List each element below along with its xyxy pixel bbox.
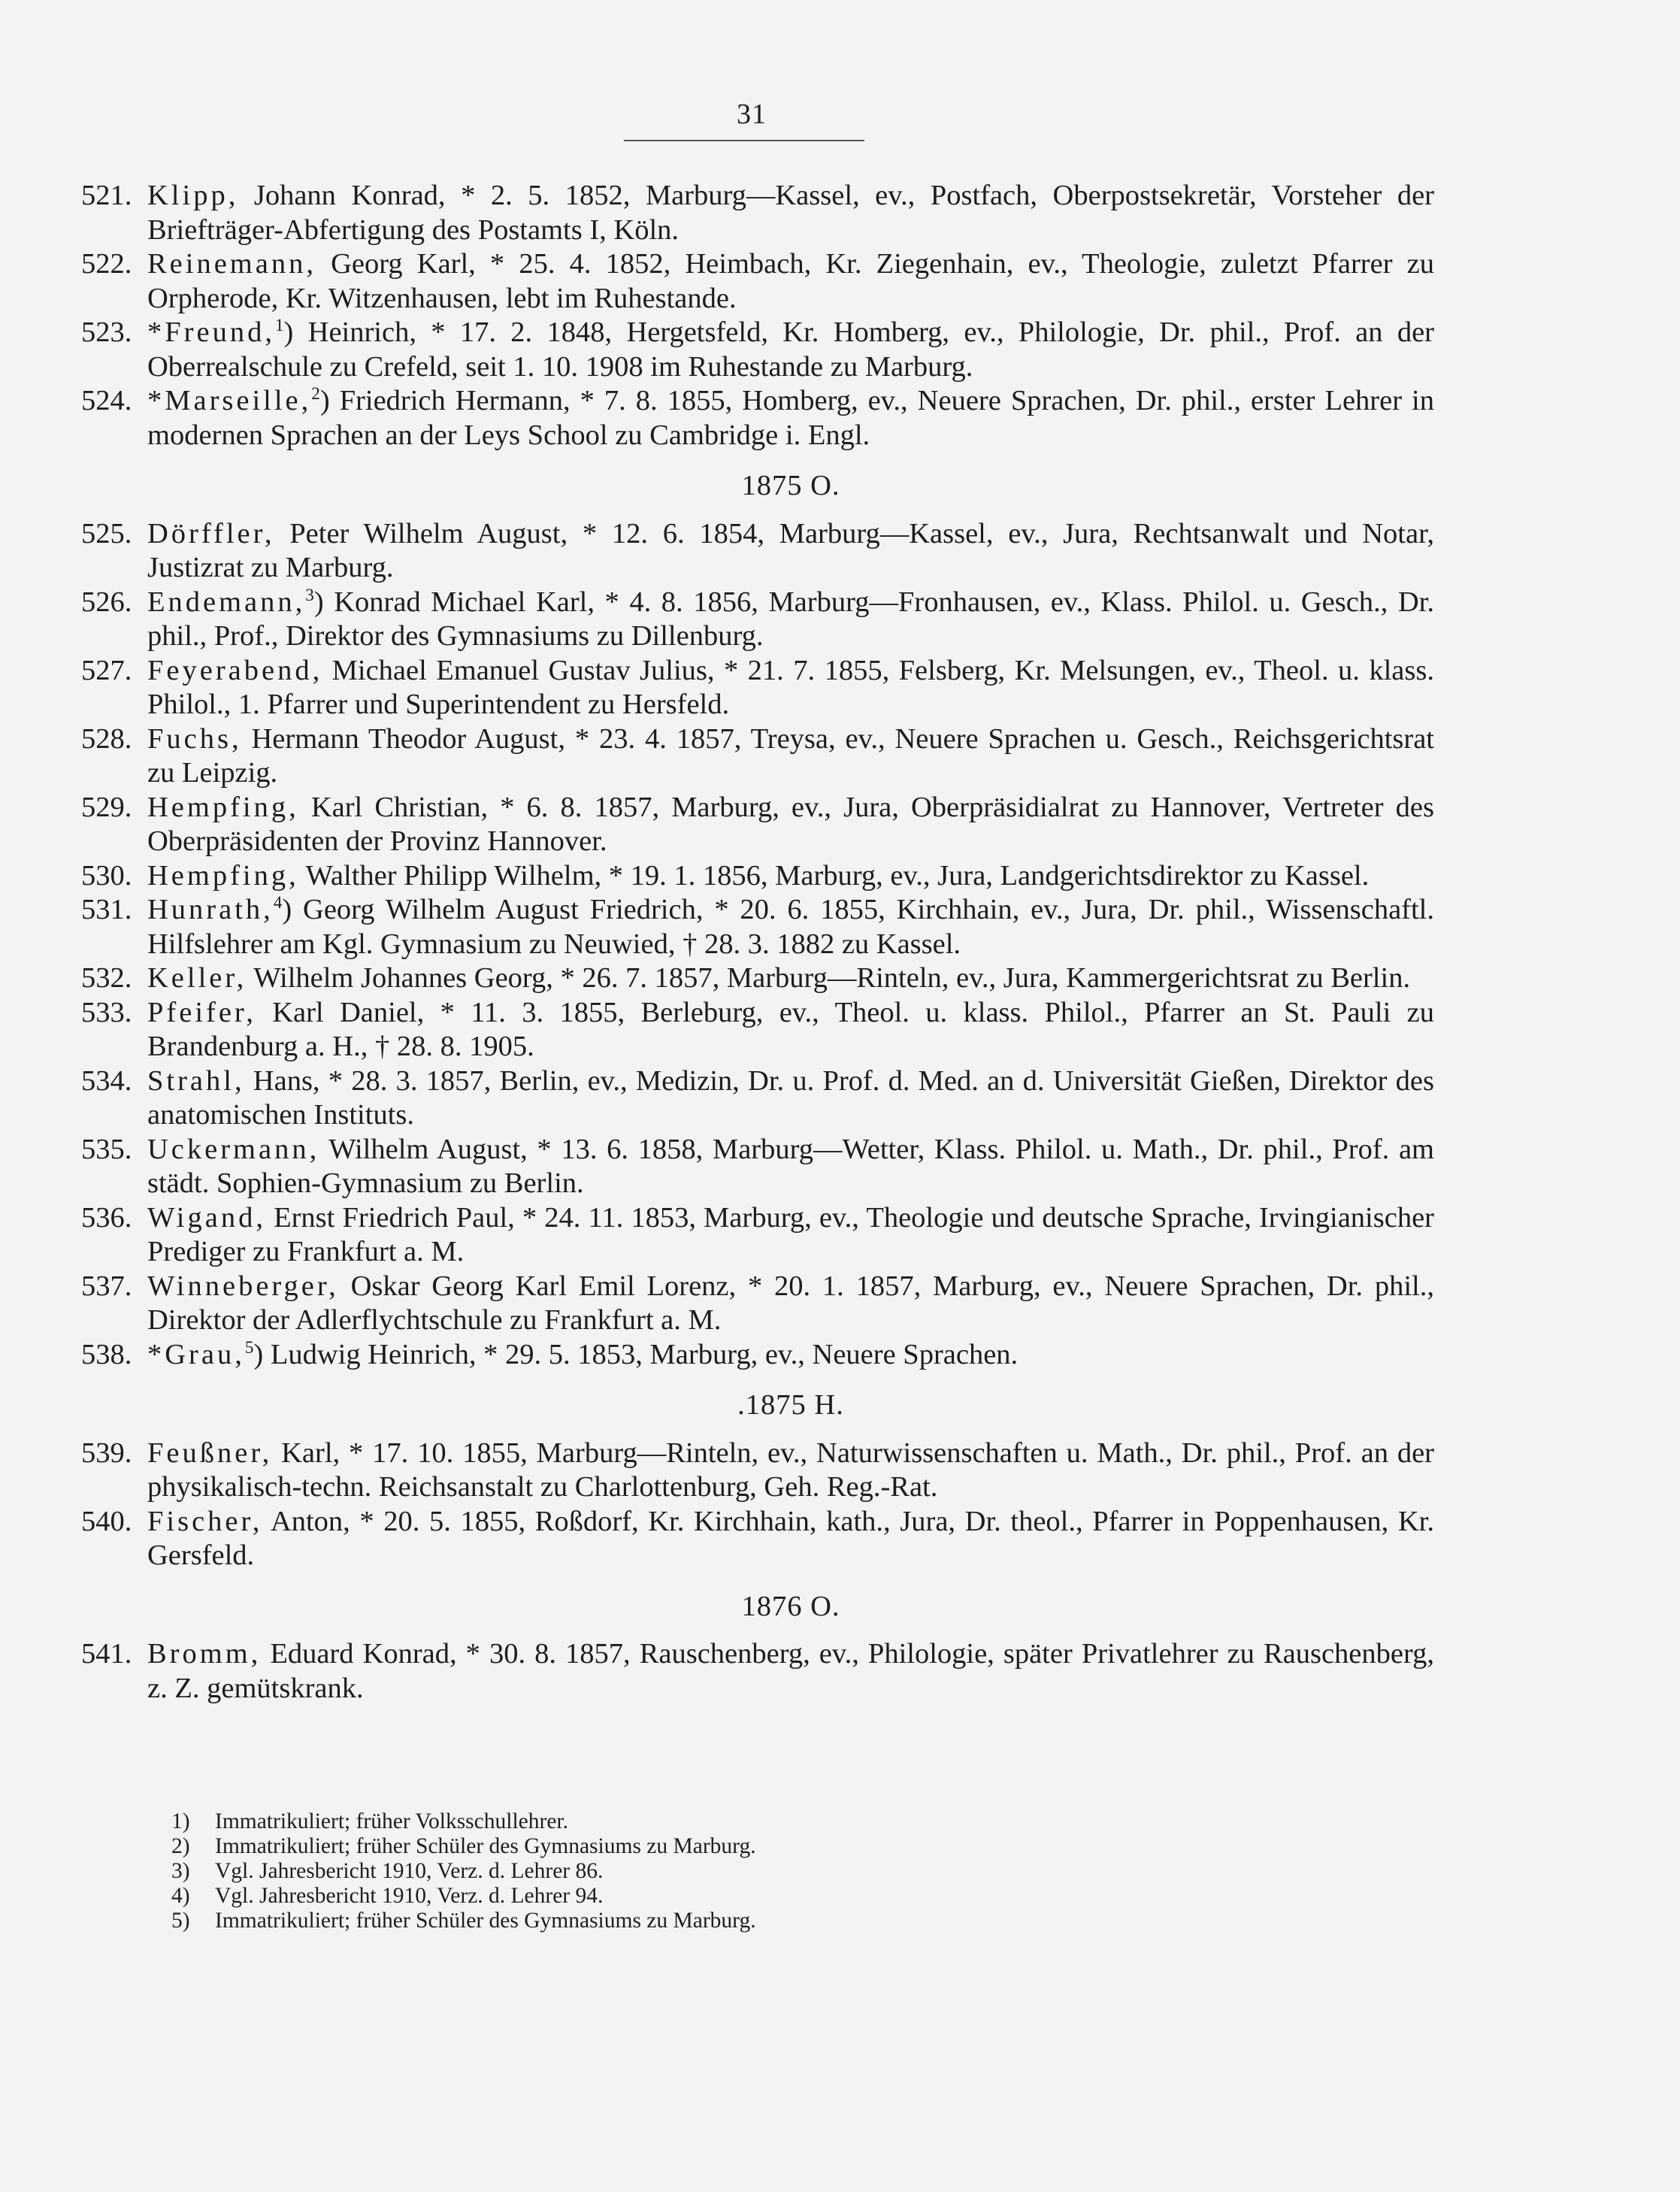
entry-details: ) Friedrich Hermann, * 7. 8. 1855, Homberg, ev., Neuere Sprachen, Dr. phil., erster Lehrer in modernen Sprachen an der Leys School zu Cambridge i. Engl. (147, 385, 1434, 451)
entry-533 (81, 996, 1434, 1064)
entry-number: 522. (81, 248, 132, 280)
entry-number: 535. (81, 1133, 132, 1165)
entry-530 (81, 859, 1434, 894)
entry-number: 529. (81, 791, 132, 823)
footnote-number: 2) (171, 1834, 190, 1858)
entry-528 (81, 722, 1434, 791)
entry-name: Uckermann, (147, 1133, 320, 1165)
entry-number: 525. (81, 517, 132, 550)
entry-text (147, 517, 1434, 586)
entry-name: Winneberger, (147, 1270, 339, 1302)
entry-text (147, 1637, 1434, 1706)
entry-number: 533. (81, 996, 132, 1028)
footnote-marker: 1 (274, 315, 284, 335)
entry-521 (81, 179, 1434, 247)
entry-number: 526. (81, 586, 132, 618)
entry-details: Eduard Konrad, * 30. 8. 1857, Rauschenberg, ev., Philologie, später Privatlehrer zu Rauschenberg, z. Z. gemütskrank. (147, 1638, 1434, 1704)
entry-details: Hermann Theodor August, * 23. 4. 1857, Treysa, ev., Neuere Sprachen u. Gesch., Reichsgerichtsrat zu Leipzig. (147, 722, 1434, 789)
entry-text (147, 1437, 1434, 1505)
entry-name: Bromm, (147, 1638, 262, 1670)
entry-number: 540. (81, 1505, 132, 1537)
footnote-marker: 2 (311, 383, 320, 404)
footnote-marker: 4 (273, 892, 283, 913)
entry-number: 527. (81, 654, 132, 686)
entry-name: Hempfing, (147, 791, 299, 823)
entry-text (147, 961, 1434, 996)
entry-details: Michael Emanuel Gustav Julius, * 21. 7. 1855, Felsberg, Kr. Melsungen, ev., Theol. u. klass. Philol., 1. Pfarrer und Superintendent zu Hersfeld. (147, 654, 1434, 720)
entry-details: Johann Konrad, * 2. 5. 1852, Marburg—Kassel, ev., Postfach, Oberpostsekretär, Vorsteher der Briefträger-Abfertigung des Postamts I, Köln. (147, 180, 1434, 246)
entry-name: *Freund, (147, 316, 275, 348)
footnote (171, 1884, 1073, 1909)
footnote-number: 1) (171, 1809, 190, 1833)
footnote-text: Vgl. Jahresbericht 1910, Verz. d. Lehrer 94. (215, 1884, 604, 1908)
entry-number: 530. (81, 859, 132, 892)
entry-name: Keller, (147, 962, 247, 994)
entry-name: Strahl, (147, 1064, 245, 1097)
entry-number: 538. (81, 1338, 132, 1370)
entry-number: 536. (81, 1201, 132, 1234)
entry-539 (81, 1437, 1434, 1505)
entry-details: ) Ludwig Heinrich, * 29. 5. 1853, Marburg, ev., Neuere Sprachen. (253, 1338, 1019, 1370)
entry-538 (81, 1338, 1434, 1373)
entry-number: 539. (81, 1437, 132, 1469)
entry-540 (81, 1505, 1434, 1573)
entry-details: ) Konrad Michael Karl, * 4. 8. 1856, Marburg—Fronhausen, ev., Klass. Philol. u. Gesch., Dr. phil., Prof., Direktor des Gymnasiums zu Dillenburg. (147, 586, 1434, 652)
entry-text (147, 247, 1434, 316)
entry-details: Karl Christian, * 6. 8. 1857, Marburg, ev., Jura, Oberpräsidialrat zu Hannover, Vertreter des Oberpräsidenten der Provinz Hannover. (147, 791, 1434, 857)
footnotes (171, 1809, 1073, 1933)
footnote-text: Immatrikuliert; früher Schüler des Gymnasiums zu Marburg. (215, 1909, 756, 1933)
entry-name: Feyerabend, (147, 654, 323, 686)
entry-details: Anton, * 20. 5. 1855, Roßdorf, Kr. Kirchhain, kath., Jura, Dr. theol., Pfarrer in Poppenhausen, Kr. Gersfeld. (147, 1505, 1434, 1571)
entry-525 (81, 517, 1434, 586)
entry-text (147, 586, 1434, 654)
entry-name: Hempfing, (147, 859, 299, 892)
entry-text (147, 1270, 1434, 1338)
entry-text (147, 1338, 1434, 1373)
entry-534 (81, 1064, 1434, 1133)
entry-name: Hunrath, (147, 894, 274, 925)
entry-details: Karl Daniel, * 11. 3. 1855, Berleburg, ev., Theol. u. klass. Philol., Pfarrer an St. Pauli zu Brandenburg a. H., † 28. 8. 1905. (147, 996, 1434, 1062)
entry-details: Wilhelm Johannes Georg, * 26. 7. 1857, Marburg—Rinteln, ev., Jura, Kammergerichtsrat zu Berlin. (247, 962, 1411, 994)
entry-text (147, 384, 1434, 453)
entry-text (147, 893, 1434, 961)
entry-name: *Grau, (147, 1338, 245, 1370)
header-rule (624, 140, 864, 141)
entry-526 (81, 586, 1434, 654)
section-heading-1875-o: 1875 O. (741, 470, 840, 501)
entry-details: ) Georg Wilhelm August Friedrich, * 20. 6. 1855, Kirchhain, ev., Jura, Dr. phil., Wissenschaftl. Hilfslehrer am Kgl. Gymnasium zu Neuwied, † 28. 3. 1882 zu Kassel. (147, 894, 1434, 960)
footnote-text: Vgl. Jahresbericht 1910, Verz. d. Lehrer 86. (215, 1859, 604, 1883)
entry-details: ) Heinrich, * 17. 2. 1848, Hergetsfeld, Kr. Homberg, ev., Philologie, Dr. phil., Prof. an der Oberrealschule zu Crefeld, seit 1. 10. 1908 im Ruhestande zu Marburg. (147, 316, 1434, 383)
entry-541 (81, 1637, 1434, 1706)
entry-number: 537. (81, 1270, 132, 1302)
entry-details: Hans, * 28. 3. 1857, Berlin, ev., Medizin, Dr. u. Prof. d. Med. an d. Universität Gießen, Direktor des anatomischen Instituts. (147, 1064, 1434, 1131)
entry-name: *Marseille, (147, 385, 312, 416)
footnote (171, 1834, 1073, 1859)
entry-529 (81, 791, 1434, 859)
entry-text (147, 996, 1434, 1064)
entry-text (147, 1201, 1434, 1270)
entry-524 (81, 384, 1434, 453)
entry-details: Georg Karl, * 25. 4. 1852, Heimbach, Kr. Ziegenhain, ev., Theologie, zuletzt Pfarrer zu Orpherode, Kr. Witzenhausen, lebt im Ruhestande. (147, 248, 1434, 314)
entry-details: Ernst Friedrich Paul, * 24. 11. 1853, Marburg, ev., Theologie und deutsche Sprache, Irvingianischer Prediger zu Frankfurt a. M. (147, 1201, 1434, 1267)
entry-name: Fuchs, (147, 722, 242, 755)
entry-531 (81, 893, 1434, 961)
entry-name: Klipp, (147, 180, 239, 211)
entry-name: Pfeifer, (147, 996, 256, 1028)
footnote-text: Immatrikuliert; früher Schüler des Gymnasiums zu Marburg. (215, 1834, 756, 1858)
entry-name: Fischer, (147, 1505, 263, 1537)
entry-name: Wigand, (147, 1201, 266, 1234)
entry-523 (81, 316, 1434, 384)
entry-text (147, 316, 1434, 384)
footnote (171, 1909, 1073, 1933)
entry-details: Peter Wilhelm August, * 12. 6. 1854, Marburg—Kassel, ev., Jura, Rechtsanwalt und Notar, Justizrat zu Marburg. (147, 517, 1434, 583)
entry-number: 531. (81, 894, 132, 925)
entry-text (147, 1505, 1434, 1573)
entry-name: Dörffler, (147, 517, 275, 550)
entry-text (147, 179, 1434, 247)
footnote-marker: 3 (305, 584, 314, 604)
footnote-text: Immatrikuliert; früher Volksschullehrer. (215, 1809, 568, 1833)
entry-text (147, 1133, 1434, 1201)
entry-text (147, 654, 1434, 722)
entry-details: Karl, * 17. 10. 1855, Marburg—Rinteln, ev., Naturwissenschaften u. Math., Dr. phil., Prof. an der physikalisch-techn. Reichsanstalt zu Charlottenburg, Geh. Reg.-Rat. (147, 1437, 1434, 1503)
entry-number: 521. (81, 180, 132, 211)
footnote-marker: 5 (244, 1337, 254, 1357)
entry-532 (81, 961, 1434, 996)
entry-number: 528. (81, 722, 132, 755)
entry-details: Oskar Georg Karl Emil Lorenz, * 20. 1. 1857, Marburg, ev., Neuere Sprachen, Dr. phil., Direktor der Adlerflychtschule zu Frankfurt a. M. (147, 1270, 1434, 1336)
entry-text (147, 791, 1434, 859)
entry-name: Feußner, (147, 1437, 273, 1469)
footnote-number: 3) (171, 1859, 190, 1883)
entry-name: Reinemann, (147, 248, 316, 280)
entry-535 (81, 1133, 1434, 1201)
entry-number: 532. (81, 962, 132, 994)
entry-522 (81, 247, 1434, 316)
entry-text (147, 859, 1434, 894)
entry-number: 523. (81, 316, 132, 348)
footnote-number: 5) (171, 1909, 190, 1933)
entry-number: 534. (81, 1064, 132, 1097)
entry-527 (81, 654, 1434, 722)
register-list (81, 179, 1434, 1706)
entry-details: Wilhelm August, * 13. 6. 1858, Marburg—Wetter, Klass. Philol. u. Math., Dr. phil., Prof. am städt. Sophien-Gymnasium zu Berlin. (147, 1133, 1434, 1199)
entry-number: 524. (81, 385, 132, 416)
page-number: 31 (737, 98, 767, 130)
entry-number: 541. (81, 1638, 132, 1670)
entry-name: Endemann, (147, 586, 306, 618)
footnote (171, 1859, 1073, 1884)
footnote (171, 1809, 1073, 1834)
section-heading-1875-h: .1875 H. (737, 1389, 844, 1421)
entry-text (147, 722, 1434, 791)
entry-text (147, 1064, 1434, 1133)
entry-details: Walther Philipp Wilhelm, * 19. 1. 1856, Marburg, ev., Jura, Landgerichtsdirektor zu Kassel. (298, 859, 1370, 892)
section-heading-1876-o: 1876 O. (741, 1590, 840, 1622)
entry-536 (81, 1201, 1434, 1270)
footnote-number: 4) (171, 1884, 190, 1908)
entry-537 (81, 1270, 1434, 1338)
